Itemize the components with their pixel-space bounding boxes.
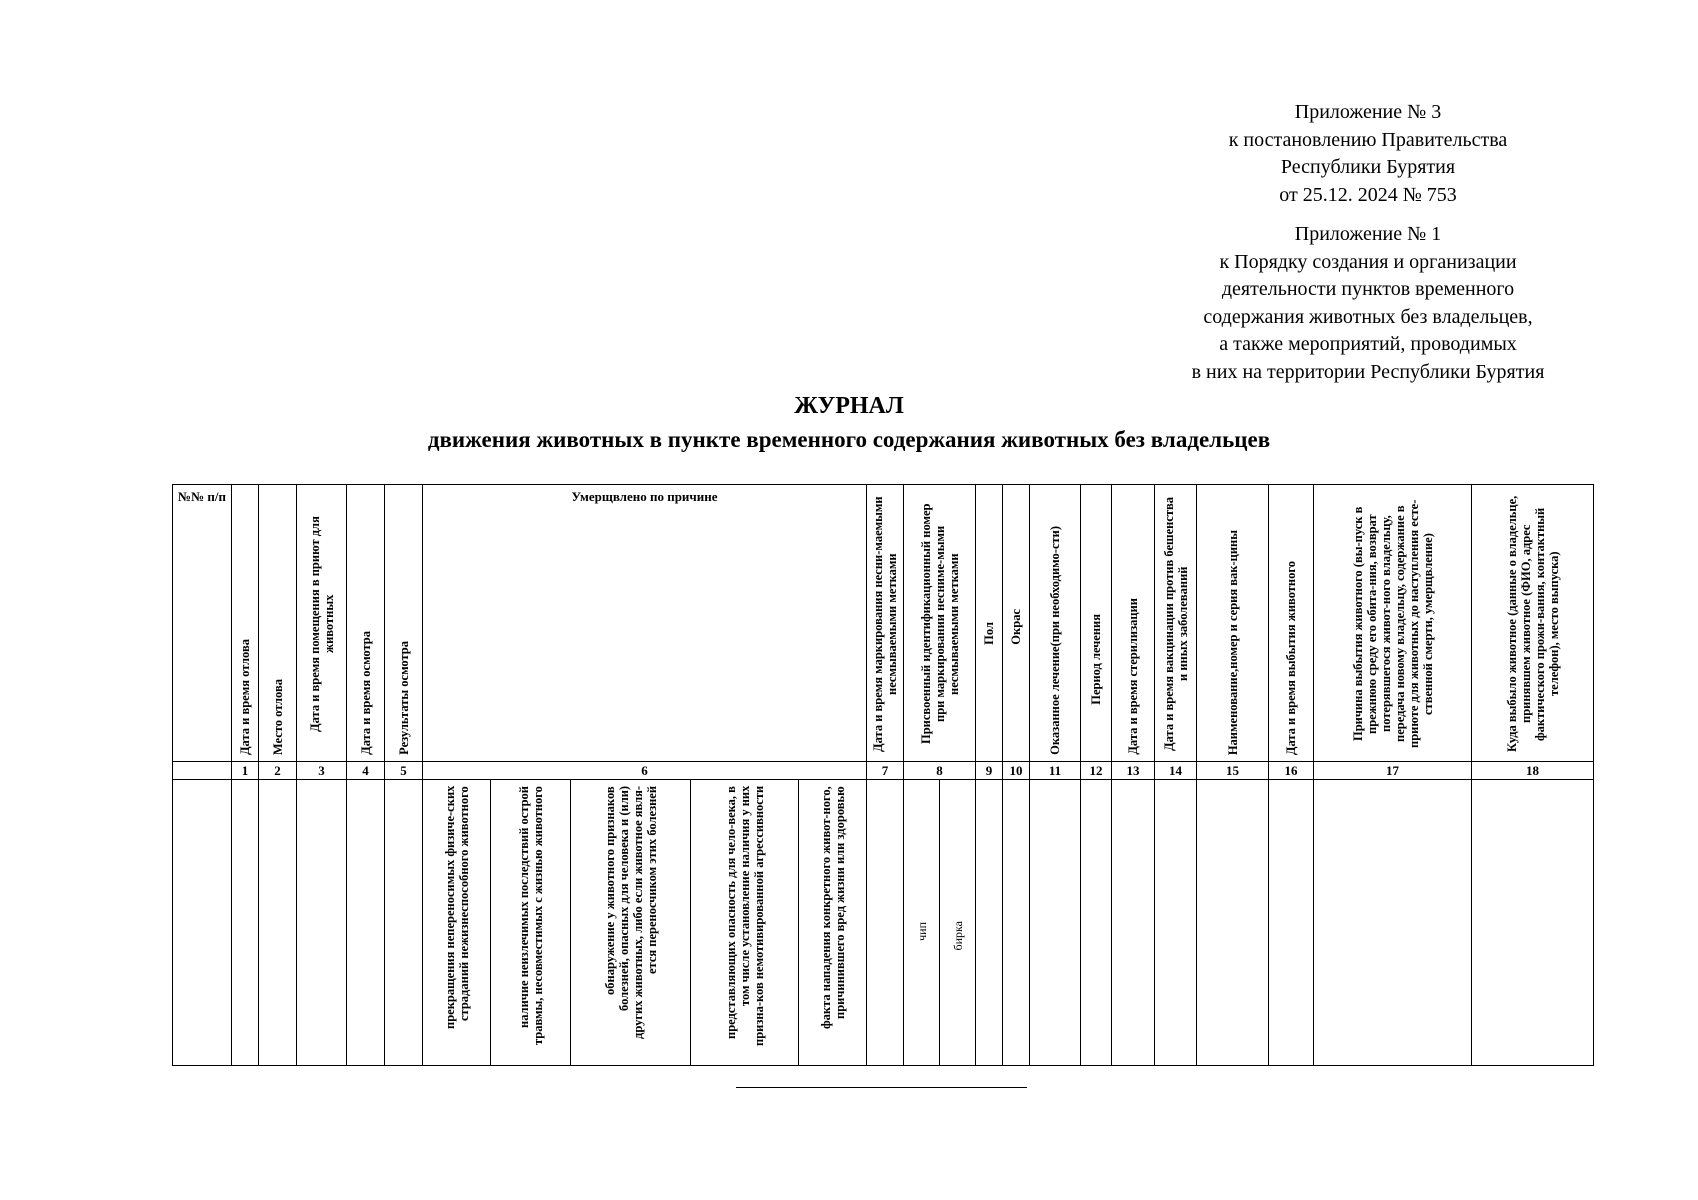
column-number: 3 bbox=[297, 762, 347, 780]
column-number: 2 bbox=[259, 762, 297, 780]
appendix-line: к постановлению Правительства bbox=[1228, 128, 1508, 151]
header-cell-7: Дата и время маркирования несни-маемыми несмываемыми метками bbox=[867, 485, 904, 762]
column-number: 18 bbox=[1472, 762, 1594, 780]
mark-cell-tag: бирка bbox=[940, 780, 976, 1066]
header-cell-6: Умерщвлено по причине bbox=[423, 485, 867, 762]
appendix-3-block bbox=[1138, 99, 1598, 209]
column-number: 10 bbox=[1003, 762, 1030, 780]
table-cell[interactable] bbox=[1003, 780, 1030, 1066]
column-number: 12 bbox=[1081, 762, 1112, 780]
header-num: №№ п/п bbox=[173, 485, 232, 762]
header-row bbox=[173, 485, 1594, 762]
header-cell-13: Дата и время стерилизации bbox=[1112, 485, 1155, 762]
column-number: 8 bbox=[904, 762, 976, 780]
column-number: 16 bbox=[1269, 762, 1314, 780]
header-cell-2: Место отлова bbox=[259, 485, 297, 762]
footer-rule bbox=[736, 1087, 1027, 1088]
table-cell[interactable] bbox=[173, 780, 232, 1066]
header-cell-9: Пол bbox=[976, 485, 1003, 762]
header-cell-16: Дата и время выбытия животного bbox=[1269, 485, 1314, 762]
table-cell[interactable] bbox=[1197, 780, 1269, 1066]
header-cell-12: Период лечения bbox=[1081, 485, 1112, 762]
column-number: 14 bbox=[1155, 762, 1197, 780]
header-cell-14: Дата и время вакцинации против бешенства и иных заболеваний bbox=[1155, 485, 1197, 762]
header-cell-4: Дата и время осмотра bbox=[347, 485, 385, 762]
header-cell-5: Результаты осмотра bbox=[385, 485, 423, 762]
appendix-line: деятельности пунктов временного bbox=[1221, 278, 1515, 300]
header-cell-11: Оказанное лечение(при необходимо-сти) bbox=[1030, 485, 1081, 762]
appendix-1-block bbox=[1138, 221, 1598, 386]
column-number: 13 bbox=[1112, 762, 1155, 780]
appendix-line: к Порядку создания и организации bbox=[1219, 250, 1517, 273]
table-cell[interactable] bbox=[1472, 780, 1594, 1066]
appendix-line: в них на территории Республики Бурятия bbox=[1191, 360, 1545, 383]
column-number: 6 bbox=[423, 762, 867, 780]
table-row bbox=[173, 780, 1594, 1066]
column-number: 17 bbox=[1314, 762, 1472, 780]
journal-table bbox=[172, 484, 1594, 1066]
appendix-line: Республики Бурятия bbox=[1280, 156, 1456, 178]
table-cell[interactable] bbox=[1030, 780, 1081, 1066]
reason-cell-2: наличие неизлечимых последствий острой травмы, несовместимых с жизнью животного bbox=[491, 780, 571, 1066]
header-cell-1: Дата и время отлова bbox=[232, 485, 259, 762]
column-number-blank bbox=[173, 762, 232, 780]
reason-cell-5: факта нападения конкретного живот-ного, причинившего вред жизни или здоровью bbox=[799, 780, 867, 1066]
header-cell-3: Дата и время помещения в приют для животных bbox=[297, 485, 347, 762]
reason-cell-4: представляющих опасность для чело-века, в том числе установление наличия у них призна-ков немотивированной агрессивности bbox=[691, 780, 799, 1066]
appendix-line: от 25.12. 2024 № 753 bbox=[1279, 183, 1457, 206]
appendix-line: Приложение № 3 bbox=[1294, 101, 1442, 123]
column-number: 9 bbox=[976, 762, 1003, 780]
header-cell-15: Наименование,номер и серия вак-цины bbox=[1197, 485, 1269, 762]
table-cell[interactable] bbox=[976, 780, 1003, 1066]
table-cell[interactable] bbox=[867, 780, 904, 1066]
table-cell[interactable] bbox=[1155, 780, 1197, 1066]
column-number: 5 bbox=[385, 762, 423, 780]
table-cell[interactable] bbox=[232, 780, 259, 1066]
table-cell[interactable] bbox=[297, 780, 347, 1066]
table-cell[interactable] bbox=[347, 780, 385, 1066]
table-cell[interactable] bbox=[259, 780, 297, 1066]
column-number-row bbox=[173, 762, 1594, 780]
column-number: 1 bbox=[232, 762, 259, 780]
table-cell[interactable] bbox=[1081, 780, 1112, 1066]
appendix-line: а также мероприятий, проводимых bbox=[1219, 333, 1517, 355]
title-main: ЖУРНАЛ bbox=[794, 393, 904, 419]
header-cell-17: Причина выбытия животного (вы-пуск в прежнюю среду его обита-ния, возврат потерявшегося живот-ного владельцу, передача новому владельцу, содержание в приюте для животных до наступления есте-ственной смерти, умерщвление) bbox=[1314, 485, 1472, 762]
mark-cell-chip: чип bbox=[904, 780, 940, 1066]
column-number: 15 bbox=[1197, 762, 1269, 780]
column-number: 11 bbox=[1030, 762, 1081, 780]
column-number: 7 bbox=[867, 762, 904, 780]
header-cell-8: Присвоенный идентификационный номер при маркировании несниме-мыми несмываемыми метками bbox=[904, 485, 976, 762]
table-cell[interactable] bbox=[385, 780, 423, 1066]
header-cell-10: Окрас bbox=[1003, 485, 1030, 762]
reason-cell-1: прекращения непереносимых физиче-ских страданий нежизнеспособного животного bbox=[423, 780, 491, 1066]
title-subtitle: движения животных в пункте временного содержания животных без владельцев bbox=[427, 427, 1271, 452]
table-cell[interactable] bbox=[1269, 780, 1314, 1066]
appendix-line: Приложение № 1 bbox=[1294, 223, 1442, 245]
table-cell[interactable] bbox=[1112, 780, 1155, 1066]
reason-cell-3: обнаружение у животного признаков болезней, опасных для человека и (или) других животных, либо если животное явля-ется переносчиком этих болезней bbox=[571, 780, 691, 1066]
appendix-line: содержания животных без владельцев, bbox=[1203, 305, 1533, 328]
table-cell[interactable] bbox=[1314, 780, 1472, 1066]
header-cell-18: Куда выбыло животное (данные о владельце, принявшем животное (ФИО, адрес фактического прожи-вания, контактный телефон), место выпуска) bbox=[1472, 485, 1594, 762]
document-title bbox=[0, 390, 1698, 456]
column-number: 4 bbox=[347, 762, 385, 780]
